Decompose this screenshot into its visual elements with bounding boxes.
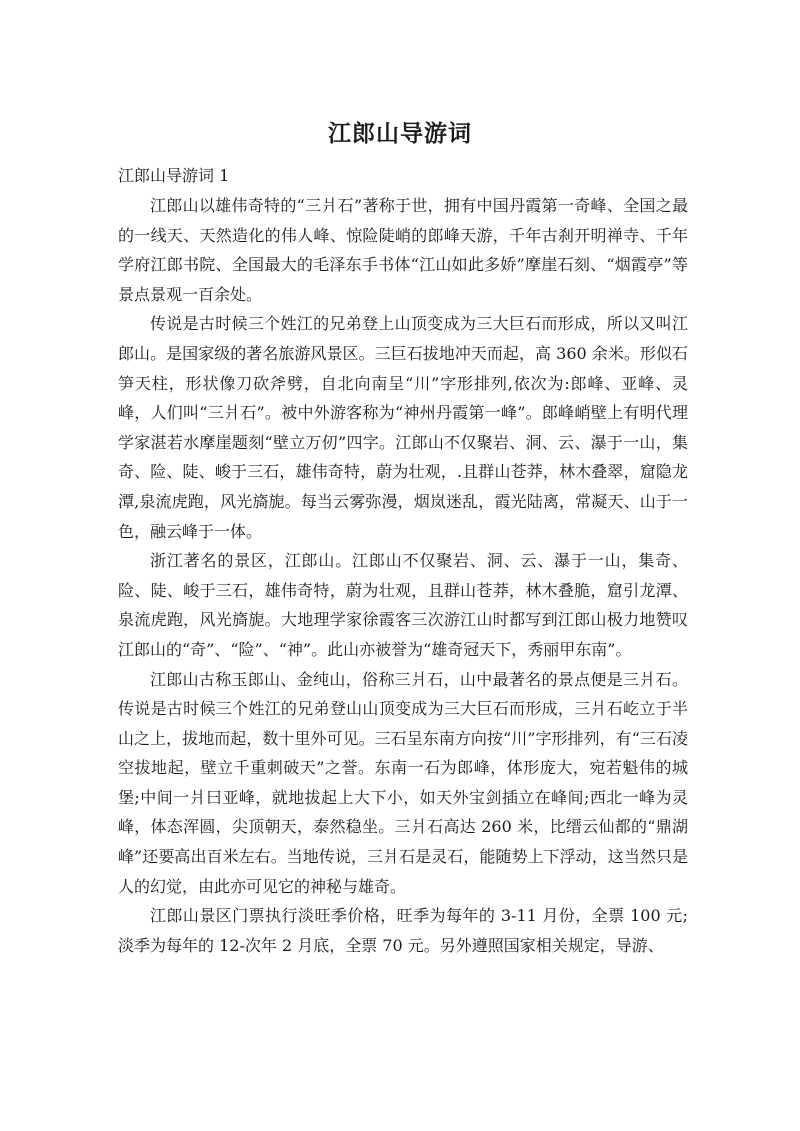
section-heading: 江郎山导游词 1 — [118, 166, 230, 185]
paragraph: 江郎山以雄伟奇特的“三爿石”著称于世，拥有中国丹霞第一奇峰、全国之最的一线天、天然造化的伟人峰、惊险陡峭的郎峰天游，千年古刹开明禅寺、千年学府江郎书院、全国最大的毛泽东手书体“江山如此多娇”摩崖石刻、“烟霞亭”等景点景观一百余处。 — [118, 196, 688, 304]
paragraph: 浙江著名的景区，江郎山。江郎山不仅聚岩、洞、云、瀑于一山，集奇、险、陡、峻于三石，雄伟奇特，蔚为壮观，且群山苍莽，林木叠脆，窟引龙潭、泉流虎跑，风光旖旎。大地理学家徐霞客三次游江山时都写到江郎山极力地赞叹江郎山的“奇”、“险”、“神”。此山亦被誉为“雄奇冠天下，秀丽甲东南”。 — [118, 551, 688, 659]
document-title: 江郎山导游词 — [328, 121, 472, 147]
paragraph: 江郎山古称玉郎山、金纯山，俗称三爿石，山中最著名的景点便是三爿石。传说是古时候三个姓江的兄弟登山山顶变成为三大巨石而形成，三爿石屹立于半山之上，拔地而起，数十里外可见。三石呈东南方向按“川”字形排列，有“三石凌空拔地起，壁立千重刺破天”之誉。东南一石为郎峰，体形庞大，宛若魁伟的城堡;中间一爿曰亚峰，就地拔起上大下小，如天外宝剑插立在峰间;西北一峰为灵峰，体态浑圆，尖顶朝天，泰然稳坐。三爿石高达 260 米，比缙云仙都的“鼎湖峰”还要高出百米左右。当地传说，三爿石是灵石，能随势上下浮动，这当然只是人的幻觉，由此亦可见它的神秘与雄奇。 — [118, 669, 688, 896]
document-body — [118, 191, 688, 960]
paragraph: 江郎山景区门票执行淡旺季价格，旺季为每年的 3-11 月份，全票 100 元;淡季为每年的 12-次年 2 月底，全票 70 元。另外遵照国家相关规定，导游、 — [118, 906, 688, 955]
paragraph: 传说是古时候三个姓江的兄弟登上山顶变成为三大巨石而形成，所以又叫江郎山。是国家级的著名旅游风景区。三巨石拔地冲天而起，高 360 余米。形似石笋天柱，形状像刀砍斧劈，自北向南呈“川”字形排列,依次为:郎峰、亚峰、灵峰，人们叫“三爿石”。被中外游客称为“神州丹霞第一峰”。郎峰峭壁上有明代理学家湛若水摩崖题刻“壁立万仞”四字。江郎山不仅聚岩、洞、云、瀑于一山，集奇、险、陡、峻于三石，雄伟奇特，蔚为壮观，.且群山苍莽，林木叠翠，窟隐龙潭,泉流虎跑，风光旖旎。每当云雾弥漫，烟岚迷乱，霞光陆离，常凝天、山于一色，融云峰于一体。 — [118, 314, 688, 541]
